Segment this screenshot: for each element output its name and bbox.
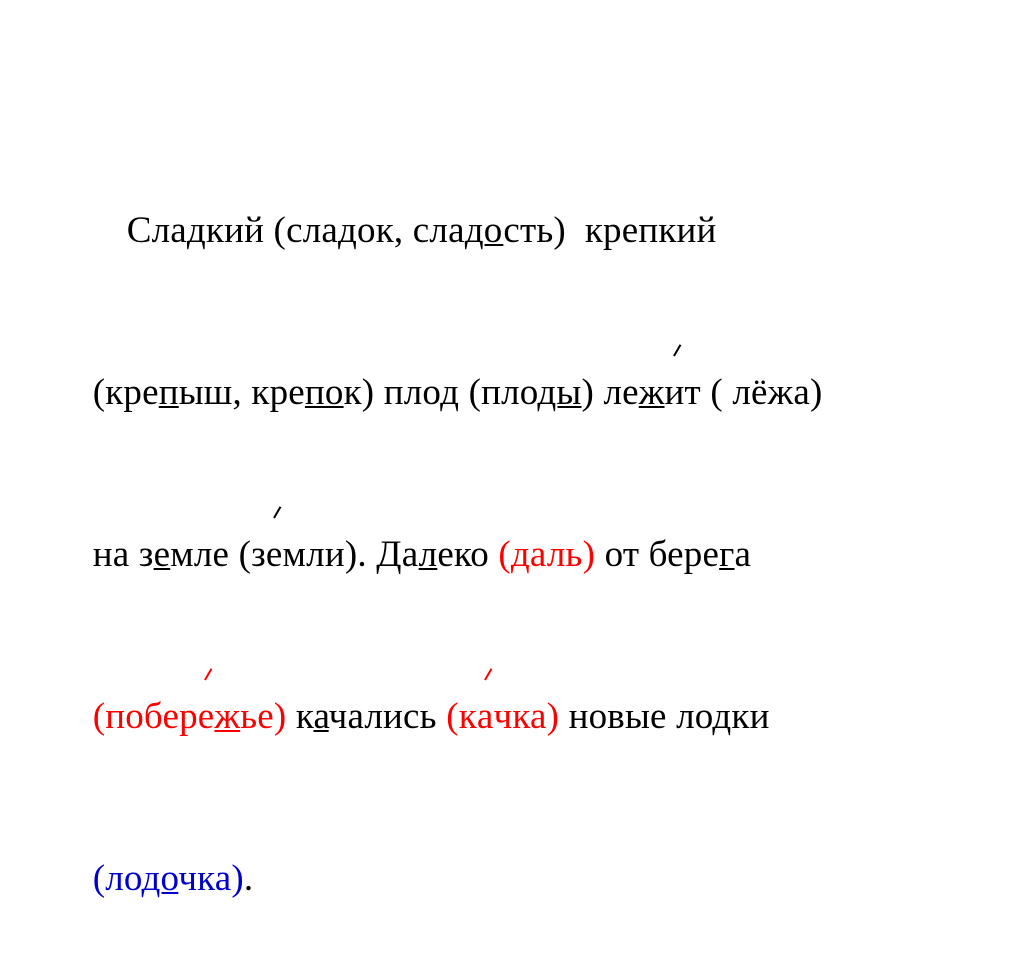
text-line-5: [36, 798, 986, 960]
exercise-text: [36, 150, 986, 960]
word-lodochka: (лодочка): [92, 858, 244, 899]
word-plody: (плоды): [468, 372, 595, 413]
word-dal: (даль): [498, 534, 596, 575]
word-novye-lodki: новые лодки: [568, 696, 770, 737]
word-ot-berega: от берега: [604, 534, 752, 575]
word-krepkiy: крепкий: [584, 210, 717, 251]
text-line-4: [36, 636, 986, 798]
word-lyozha: ( лёжа): [710, 372, 823, 413]
text-line-2: [36, 312, 986, 474]
word-na-zemle: на земле: [92, 534, 230, 575]
word-daleko: Далеко: [376, 534, 489, 575]
word-zemli: (земли).: [239, 534, 367, 575]
word-kachalis: качались: [295, 696, 437, 737]
word-kachka: (качка): [446, 696, 559, 737]
word-plod: плод: [383, 372, 460, 413]
word-lezhit: лежит: [603, 372, 700, 413]
word-poberezhye: (побережье): [93, 696, 287, 737]
text-line-3: [36, 474, 986, 636]
word-krepysh-krepok: (крепыш, крепок): [92, 372, 375, 413]
final-period: .: [243, 858, 254, 899]
word-sladkiy: Сладкий: [126, 210, 265, 251]
text-line-1: [36, 150, 986, 312]
word-sladok-sladost: (сладок, сладость): [273, 210, 566, 251]
